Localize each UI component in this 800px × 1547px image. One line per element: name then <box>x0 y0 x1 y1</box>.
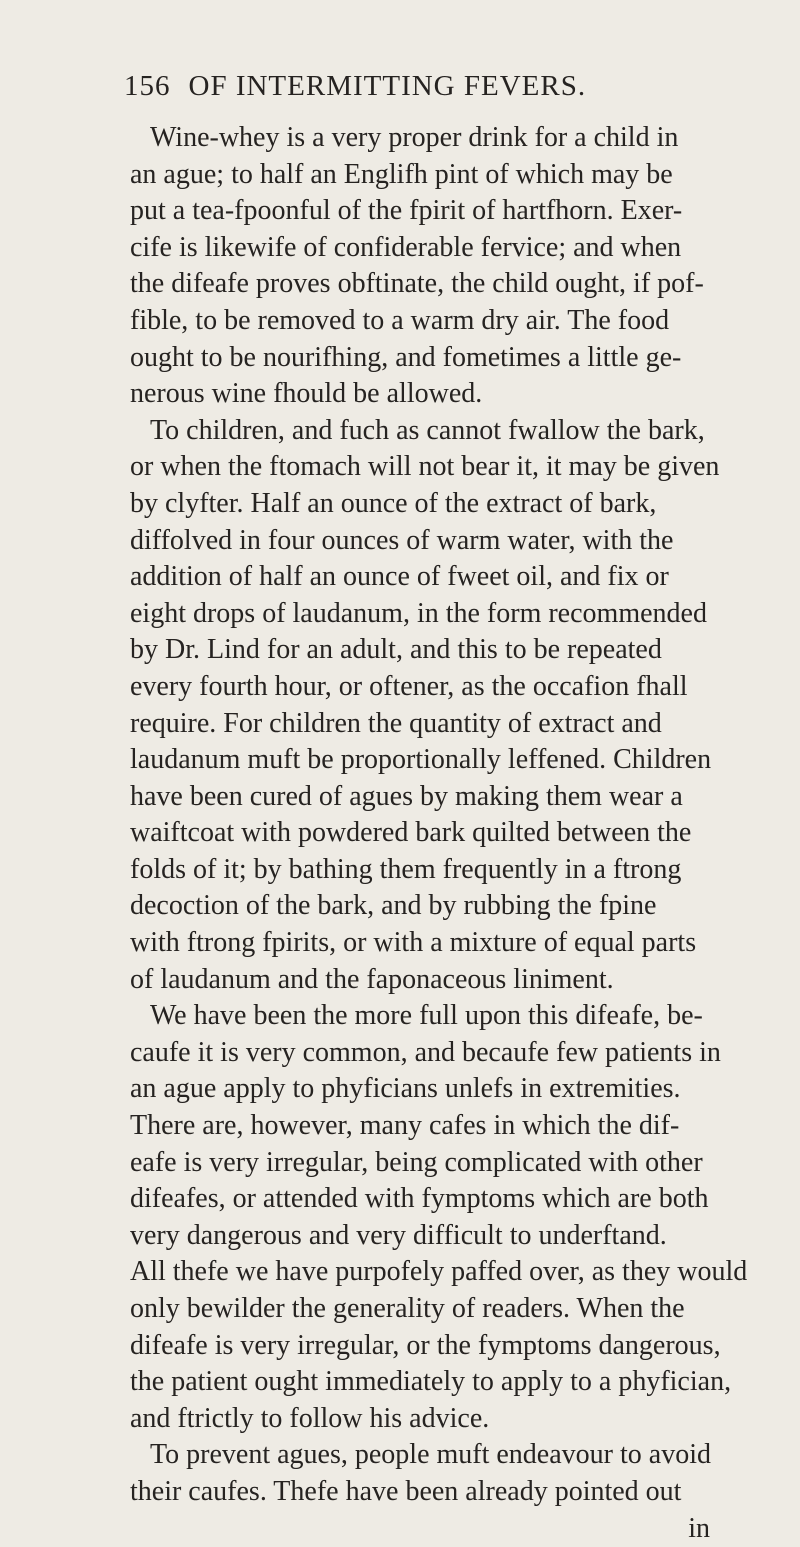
text-line: caufe it is very common, and becaufe few patients in <box>130 1036 721 1068</box>
body-text <box>130 120 748 1547</box>
text-line: by Dr. Lind for an adult, and this to be repeated <box>130 634 662 666</box>
text-line: ought to be nourifhing, and fometimes a little ge- <box>130 341 682 373</box>
text-line: We have been the more full upon this difeafe, be- <box>150 1000 703 1032</box>
text-line: every fourth hour, or oftener, as the occafion fhall <box>130 670 688 702</box>
paragraph-3 <box>130 998 748 1437</box>
text-line: by clyfter. Half an ounce of the extract of bark, <box>130 487 657 519</box>
text-line: nerous wine fhould be allowed. <box>130 378 483 410</box>
text-line: laudanum muft be proportionally leffened. Children <box>130 744 712 776</box>
text-line: or when the ftomach will not bear it, it may be given <box>130 451 720 483</box>
text-line: Wine-whey is a very proper drink for a child in <box>150 122 679 153</box>
page-number: 156 <box>124 70 171 102</box>
catchword: in <box>688 1512 710 1544</box>
text-line: diffolved in four ounces of warm water, with the <box>130 524 674 556</box>
text-line: the difeafe proves obftinate, the child ought, if pof- <box>130 268 704 300</box>
text-line: cife is likewife of confiderable fervice; and when <box>130 231 682 263</box>
text-line: There are, however, many cafes in which the dif- <box>130 1110 680 1142</box>
text-line: waiftcoat with powdered bark quilted between the <box>130 817 692 849</box>
text-line: fible, to be removed to a warm dry air. The food <box>130 304 670 336</box>
text-line: an ague; to half an Englifh pint of which may be <box>130 158 673 190</box>
text-line: To children, and fuch as cannot fwallow the bark, <box>150 414 705 446</box>
paragraph-1 <box>130 120 740 413</box>
text-line: addition of half an ounce of fweet oil, and fix or <box>130 561 669 593</box>
text-line: with ftrong fpirits, or with a mixture of equal parts <box>130 927 697 959</box>
text-line: All thefe we have purpofely paffed over, as they would <box>130 1256 748 1288</box>
text-line: eight drops of laudanum, in the form recommended <box>130 597 707 629</box>
running-title: OF INTERMITTING FEVERS. <box>188 70 587 102</box>
text-line: require. For children the quantity of extract and <box>130 707 662 739</box>
text-line: have been cured of agues by making them wear a <box>130 780 683 812</box>
text-line: and ftrictly to follow his advice. <box>130 1402 490 1434</box>
text-line: very dangerous and very difficult to underftand. <box>130 1219 667 1251</box>
text-line: difeafe is very irregular, or the fymptoms dangerous, <box>130 1329 721 1361</box>
text-line: decoction of the bark, and by rubbing the fpine <box>130 890 657 922</box>
text-line: the patient ought immediately to apply to a phyfician, <box>130 1366 732 1398</box>
paragraph-2 <box>130 413 740 999</box>
text-line: To prevent agues, people muft endeavour to avoid <box>150 1439 711 1471</box>
text-line: only bewilder the generality of readers. When the <box>130 1293 685 1324</box>
text-line: their caufes. Thefe have been already pointed out <box>130 1475 682 1507</box>
running-header <box>124 70 740 120</box>
text-line: difeafes, or attended with fymptoms which are both <box>130 1183 709 1215</box>
text-line: eafe is very irregular, being complicated with other <box>130 1146 703 1178</box>
text-line: of laudanum and the faponaceous liniment. <box>130 963 614 995</box>
text-line: an ague apply to phyficians unlefs in extremities. <box>130 1073 681 1105</box>
text-line: put a tea-fpoonful of the fpirit of hartfhorn. Exer- <box>130 195 683 227</box>
paragraph-4 <box>130 1437 740 1510</box>
text-line: folds of it; by bathing them frequently in a ftrong <box>130 853 682 885</box>
